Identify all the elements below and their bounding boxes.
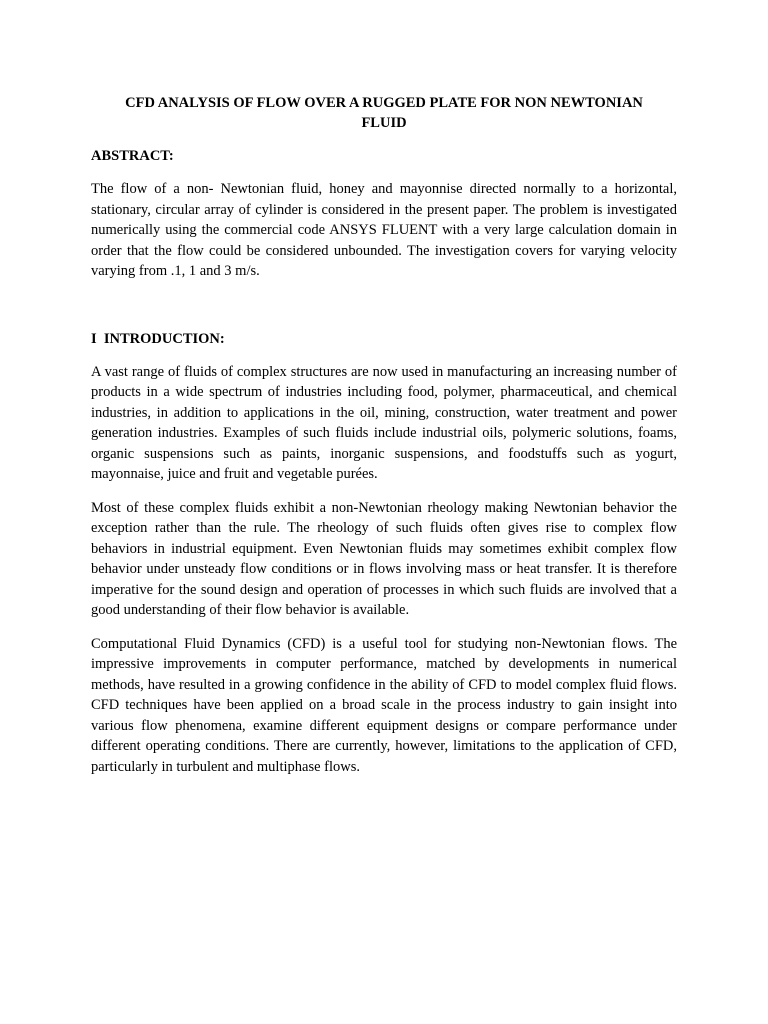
abstract-text: The flow of a non- Newtonian fluid, honey and mayonnise directed normally to a horizontal, stationary, circular array of cylinder is considered in the present paper. The problem is investigated numerically using the commercial code ANSYS FLUENT with a very large calculation domain in order that the flow could be considered unbounded. The investigation covers for varying velocity varying from .1, 1 and 3 m/s. <box>91 181 677 279</box>
paper-title: CFD ANALYSIS OF FLOW OVER A RUGGED PLATE FOR NON NEWTONIAN FLUID <box>125 95 643 131</box>
introduction-paragraph-2: Most of these complex fluids exhibit a non-Newtonian rheology making Newtonian behavior the exception rather than the rule. The rheology of such fluids often gives rise to complex flow behaviors in industrial equipment. Even Newtonian fluids may sometimes exhibit complex flow behavior under unsteady flow conditions or in flows involving mass or heat transfer. It is therefore imperative for the sound design and operation of processes in which such fluids are involved that a good understanding of their flow behavior is available. <box>91 499 677 618</box>
introduction-heading: I INTRODUCTION: <box>91 330 225 347</box>
introduction-paragraph-1: A vast range of fluids of complex structures are now used in manufacturing an increasing number of products in a wide spectrum of industries including food, polymer, pharmaceutical, and chemical industries, in addition to applications in the oil, mining, construction, water treatment and power generation industries. Examples of such fluids include industrial oils, polymeric solutions, foams, organic suspensions such as paints, inorganic suspensions, and foodstuffs such as yogurt, mayonnaise, juice and fruit and vegetable purées. <box>91 363 677 482</box>
document-page <box>91 93 677 777</box>
introduction-paragraph-3: Computational Fluid Dynamics (CFD) is a useful tool for studying non-Newtonian flows. The impressive improvements in computer performance, matched by developments in numerical methods, have resulted in a growing confidence in the ability of CFD to model complex fluid flows. CFD techniques have been applied on a broad scale in the process industry to gain insight into various flow phenomena, examine different equipment designs or compare performance under different operating conditions. There are currently, however, limitations to the application of CFD, particularly in turbulent and multiphase flows. <box>91 635 677 775</box>
abstract-heading: ABSTRACT: <box>91 148 174 164</box>
